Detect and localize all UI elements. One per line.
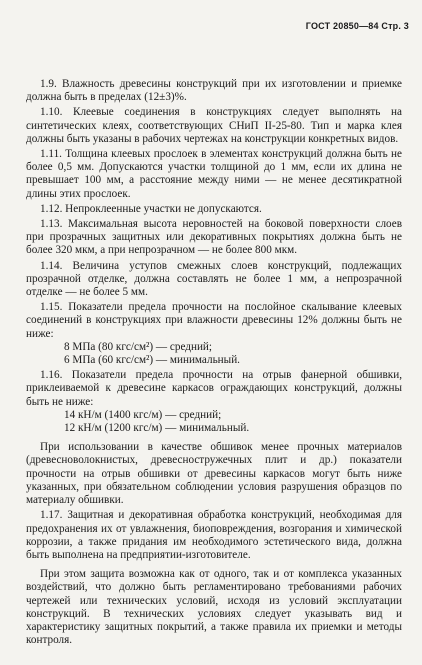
clause-1-17: 1.17. Защитная и декоративная обработка конструкций, необходимая для предохранения их от увлажнения, биоповреждения, возгорания и химической коррозии, а также придания им необходимого эстетического вида, должна быть выполнена на предприятии-изготовителе. — [26, 509, 402, 561]
clause-1-9: 1.9. Влажность древесины конструкций при их изготовлении и приемке должна быть в пределах (12±3)%. — [26, 78, 402, 104]
peel-strength-average: 14 кН/м (1400 кгс/м) — средний; — [64, 408, 222, 421]
clause-1-14: 1.14. Величина уступов смежных слоев конструкций, подлежащих прозрачной отделке, должна составлять не более 1 мм, а непрозрачной отделке — не более 5 мм. — [26, 259, 402, 299]
clause-1-12: 1.12. Непроклеенные участки не допускаются. — [40, 202, 262, 215]
clause-1-16-note: При использовании в качестве обшивок менее прочных материалов (древесноволокнистых, древесностружечных плит и др.) показатели прочности на отрыв обшивки от древесины каркасов могут быть ниже указанных, при обязательном соблюдении условия разрушения образцов по материалу обшивки. — [26, 441, 402, 507]
clause-1-10: 1.10. Клеевые соединения в конструкциях следует выполнять на синтетических клеях, соответствующих СНиП II-25-80. Тип и марка клея должны быть указаны в рабочих чертежах на конструкции конкретных видов. — [26, 106, 402, 145]
clause-1-11: 1.11. Толщина клеевых прослоек в элементах конструкций должна быть не более 0,5 мм. Допускаются участки толщиной до 1 мм, если их длина не превышает 100 мм, а расстояние между ними — не менее десятикратной длины этих прослоек. — [26, 148, 402, 200]
clause-1-17-protection: При этом защита возможна как от одного, так и от комплекса указанных воздействий, что должно быть регламентировано требованиями рабочих чертежей или технических условий, исходя из условий эксплуатации конструкций. В технических условиях следует указывать вид и характеристику защитных покрытий, а также правила их приемки и методы контроля. — [26, 568, 402, 647]
peel-strength-minimum: 12 кН/м (1200 кгс/м) — минимальный. — [64, 422, 250, 435]
page-header: ГОСТ 20850—84 Стр. 3 — [305, 21, 409, 31]
shear-strength-average: 8 МПа (80 кгс/см²) — средний; — [64, 340, 213, 353]
clause-1-16: 1.16. Показатели предела прочности на отрыв фанерной обшивки, приклеиваемой к древесине каркасов ограждающих конструкций, должны быть не ниже: — [26, 369, 402, 408]
clause-1-13: 1.13. Максимальная высота неровностей на боковой поверхности слоев при прозрачных защитных или декоративных покрытиях должна быть не более 320 мкм, а при непрозрачном — не более 800 мкм. — [26, 218, 402, 257]
document-body — [26, 78, 402, 647]
shear-strength-minimum: 6 МПа (60 кгс/см²) — минимальный. — [64, 354, 240, 367]
clause-1-15: 1.15. Показатели предела прочности на послойное скалывание клеевых соединений в конструкциях при влажности древесины 12% должны быть не ниже: — [26, 301, 402, 340]
